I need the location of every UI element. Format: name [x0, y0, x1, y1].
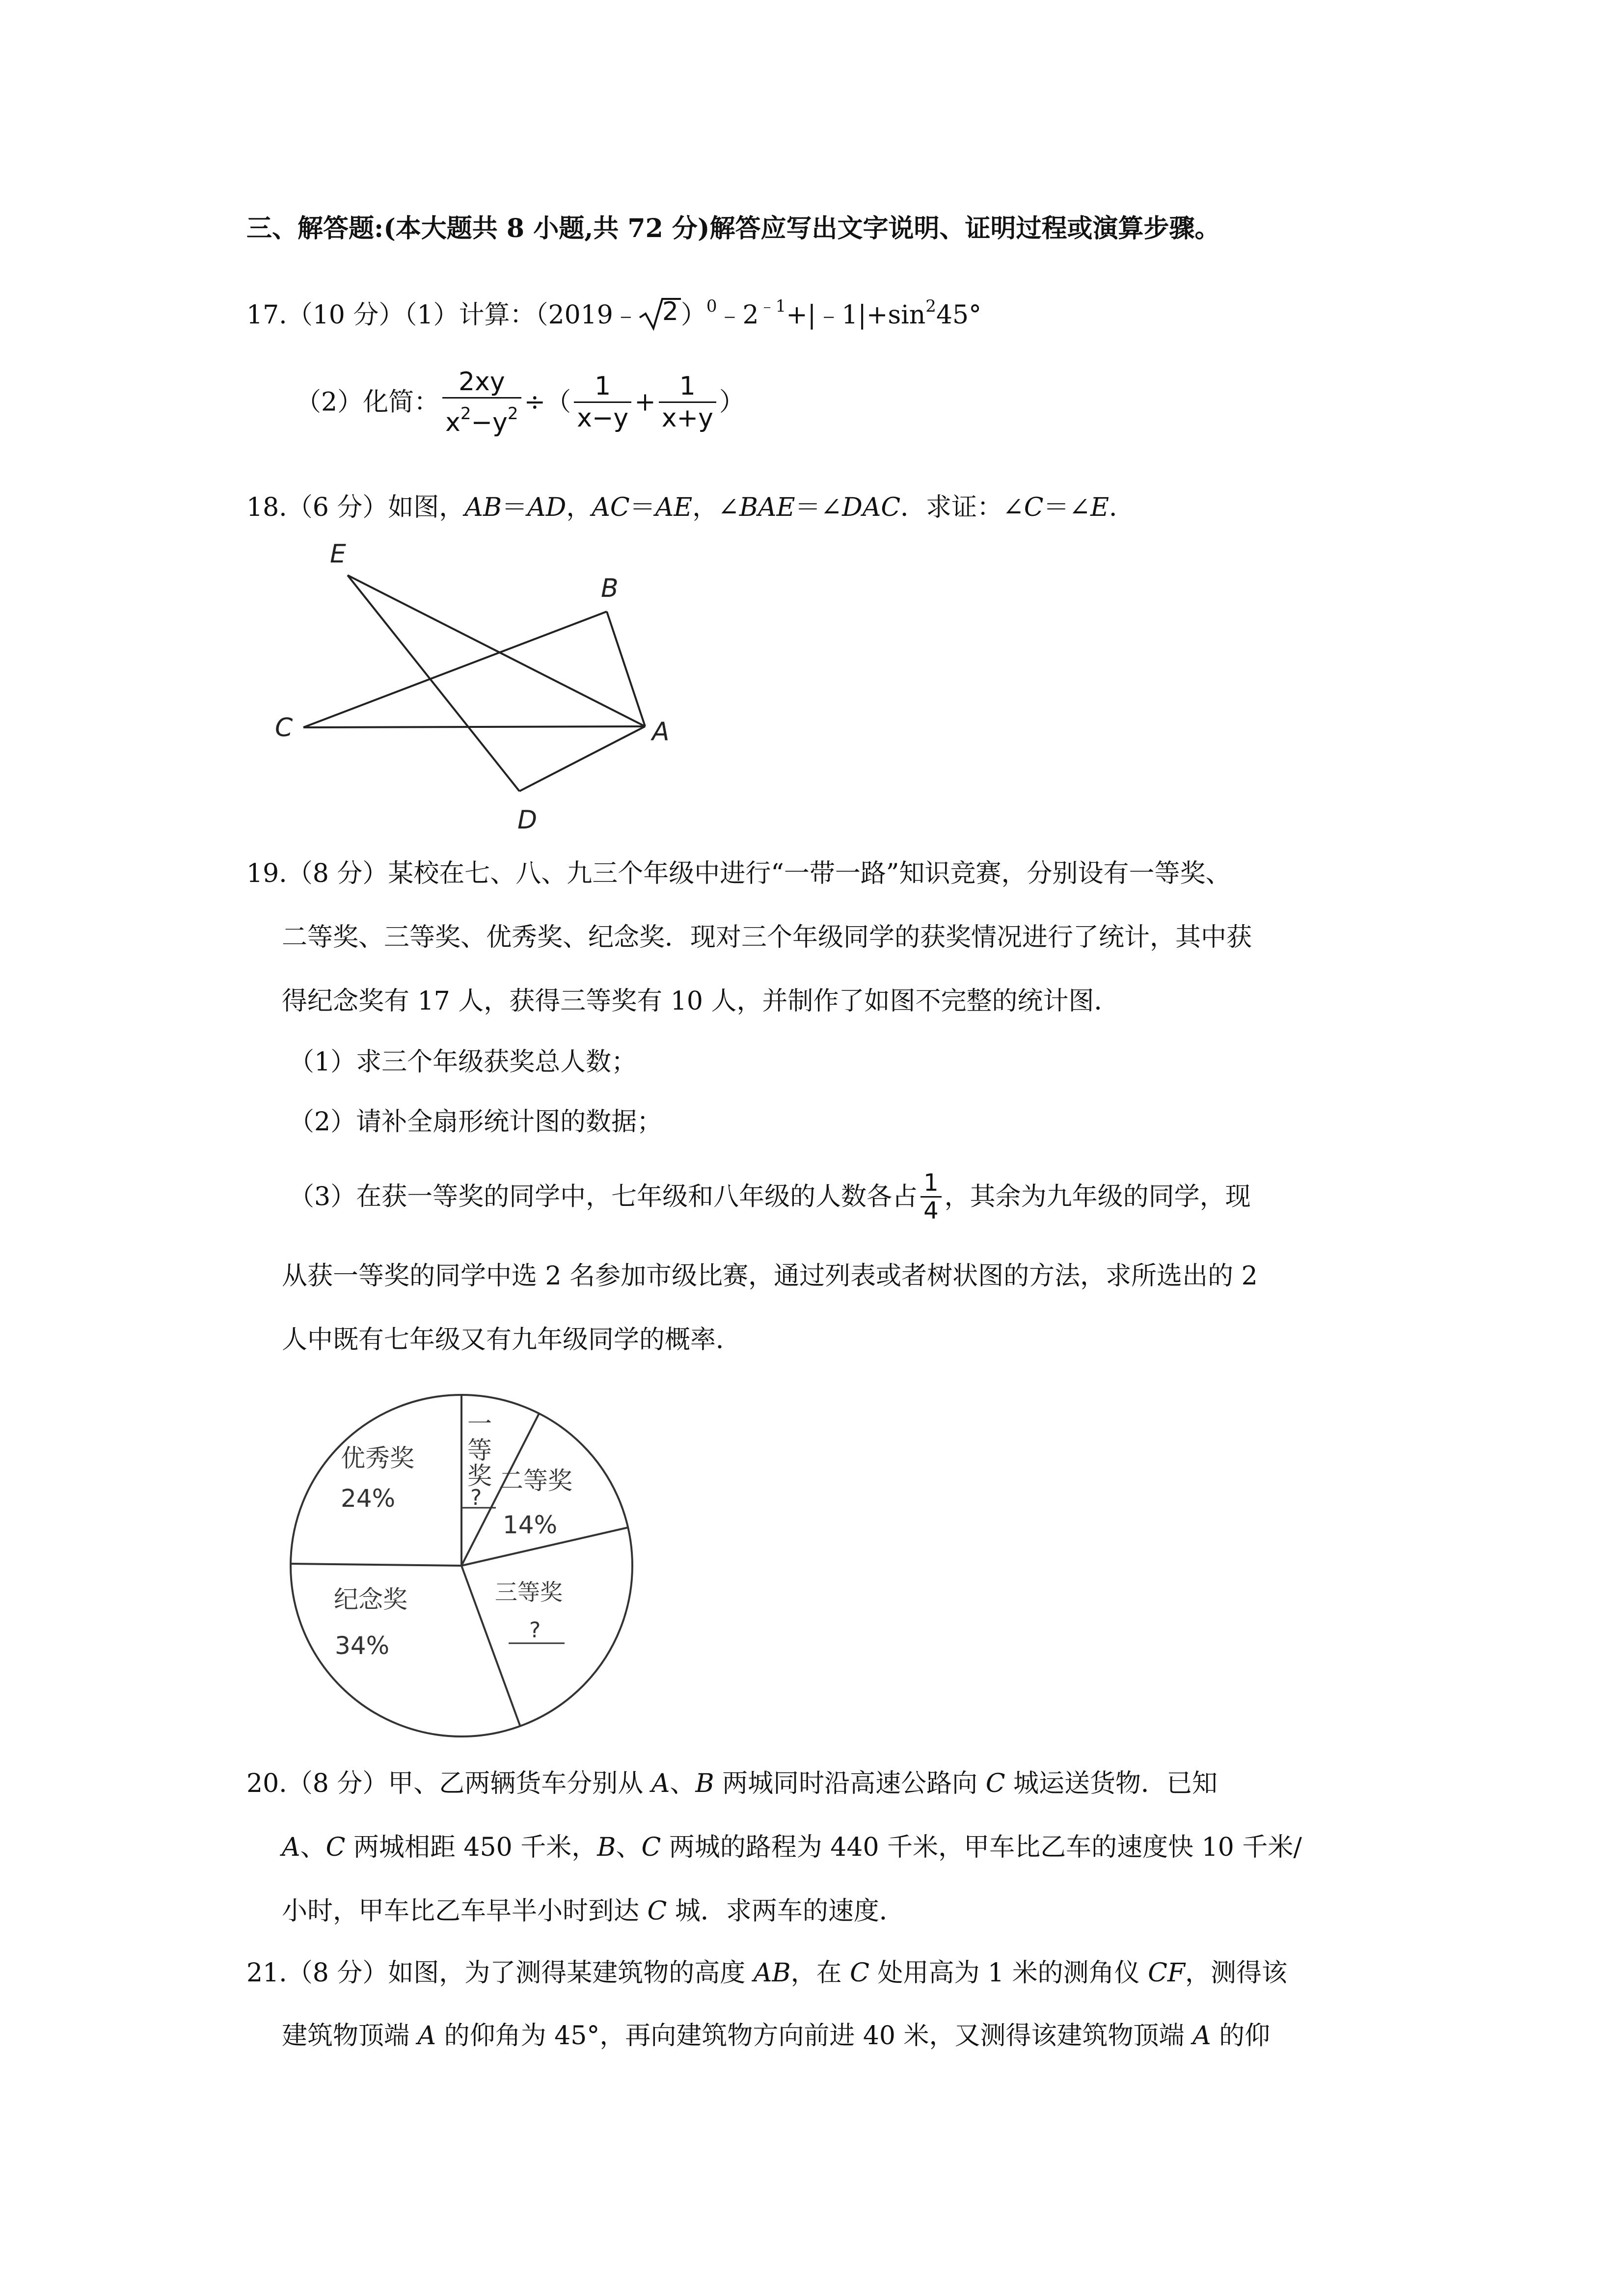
- q17-minus2: ﹣2: [717, 300, 759, 330]
- q17-main-den: [442, 399, 521, 438]
- q17-part1: [246, 292, 981, 332]
- q20-l2a: A: [282, 1833, 300, 1862]
- segment-ad: [519, 726, 645, 791]
- q20-l2c: C: [325, 1833, 346, 1862]
- q19-line2: 二等奖、三等奖、优秀奖、纪念奖．现对三个年级同学的获奖情况进行了统计，其中获: [282, 923, 1252, 952]
- q20-l3a: 小时，甲车比乙车早半小时到达: [282, 1896, 648, 1926]
- q20-line2: [282, 1833, 1302, 1862]
- label-second: 二等奖: [499, 1467, 572, 1495]
- q20-l1a: 20.（8 分）甲、乙两辆货车分别从: [246, 1769, 651, 1798]
- q20-l3b: C: [647, 1896, 667, 1926]
- q20-l1f: C: [985, 1769, 1005, 1798]
- q17-part2: [296, 366, 745, 438]
- q18-text: [246, 493, 1135, 522]
- q21-l1c: ，在: [790, 1958, 850, 1988]
- q17-prefix: 17.（10 分）（1）计算：（2019﹣: [246, 300, 639, 330]
- q18-t11: ＝∠: [795, 493, 842, 522]
- q19-line6-a: （3）在获一等奖的同学中，七年级和八年级的人数各占: [289, 1182, 918, 1212]
- q20-l2f: 、: [616, 1833, 642, 1862]
- q19-line5: （2）请补全扇形统计图的数据；: [289, 1107, 663, 1137]
- q17-close: ）: [719, 387, 745, 417]
- label-c: C: [275, 713, 293, 743]
- q20-l2b: 、: [300, 1833, 326, 1862]
- q20-l2e: B: [597, 1833, 616, 1862]
- q18-t8: AE: [655, 493, 693, 522]
- sqrt-arg: 2: [662, 297, 678, 326]
- pct-second: 14%: [503, 1511, 558, 1539]
- q20-l2d: 两城相距 450 千米，: [345, 1833, 597, 1862]
- q18-t13: ．求证：∠: [900, 493, 1024, 522]
- q17-plus: +: [634, 387, 656, 417]
- q21-line2: [282, 2021, 1270, 2051]
- q20-l1e: 两城同时沿高速公路向: [714, 1769, 986, 1798]
- den-x: x: [445, 408, 460, 437]
- label-e: E: [330, 540, 346, 569]
- den-minus-y: −y: [471, 408, 508, 437]
- q18-t7: ＝: [629, 493, 655, 522]
- q20-l1b: A: [651, 1769, 670, 1798]
- q19-quarter-fraction: [920, 1170, 942, 1224]
- q21-l1f: CF: [1148, 1958, 1186, 1988]
- q21-line1: [246, 1958, 1287, 1988]
- den-x-exp: 2: [460, 404, 471, 424]
- q20-l1d: B: [695, 1769, 714, 1798]
- q17-main-fraction: [442, 367, 521, 438]
- label-a: A: [652, 717, 670, 747]
- q20-line1: [246, 1769, 1218, 1798]
- q19-line7: 从获一等奖的同学中选 2 名参加市级比赛，通过列表或者树状图的方法，求所选出的 2: [282, 1261, 1258, 1291]
- q21-l1d: C: [850, 1958, 869, 1988]
- q19-line6-b: ，其余为九年级的同学，现: [944, 1182, 1251, 1212]
- q21-l1e: 处用高为 1 米的测角仪: [869, 1958, 1148, 1988]
- q21-l1a: 21.（8 分）如图，为了测得某建筑物的高度: [246, 1958, 754, 1988]
- q17-main-num: 2xy: [442, 367, 521, 399]
- q20-l3c: 城．求两车的速度．: [667, 1896, 905, 1926]
- q17-f1-num: 1: [574, 371, 631, 403]
- segment-ca: [303, 726, 645, 727]
- label-first-char-2: 等: [467, 1436, 492, 1465]
- label-third: 三等奖: [495, 1579, 563, 1605]
- q17-abs: +|﹣1|+sin: [786, 300, 926, 330]
- label-first-char-1: 一: [467, 1410, 492, 1438]
- q20-line3: [282, 1896, 905, 1926]
- award-pie-chart: [290, 1394, 643, 1737]
- label-commemorative: 纪念奖: [334, 1585, 407, 1614]
- q20-l1g: 城运送货物．已知: [1005, 1769, 1218, 1798]
- q17-exp2: 2: [925, 296, 936, 316]
- segment-ed: [348, 575, 519, 791]
- q18-t12: DAC: [842, 493, 901, 522]
- q19-line6: [289, 1163, 1251, 1229]
- q21-l1b: AB: [753, 1958, 791, 1988]
- q19-line1: 19.（8 分）某校在七、八、九三个年级中进行“一带一路”知识竞赛，分别设有一等奖、: [246, 859, 1231, 888]
- q17-exp0: 0: [706, 296, 717, 316]
- q18-t5: ，: [566, 493, 592, 522]
- section-header: 三、解答题:(本大题共 8 小题,共 72 分)解答应写出文字说明、证明过程或演算步骤。: [246, 214, 1220, 243]
- q21-l2d: A: [1192, 2021, 1211, 2051]
- q21-l2c: 的仰角为 45°，再向建筑物方向前进 40 米，又测得该建筑物顶端: [436, 2021, 1193, 2051]
- q18-t14: C: [1024, 493, 1044, 522]
- pct-third: ?: [529, 1618, 541, 1643]
- pct-excellent: 24%: [341, 1484, 396, 1513]
- q18-t4: AD: [527, 493, 567, 522]
- quarter-den: 4: [923, 1197, 939, 1225]
- q21-l2a: 建筑物顶端: [282, 2021, 418, 2051]
- q17-fraction-2: [659, 371, 716, 433]
- q19-line3: 得纪念奖有 17 人，获得三等奖有 10 人，并制作了如图不完整的统计图．: [282, 987, 1120, 1016]
- q17-f1-den: x−y: [577, 403, 629, 433]
- sqrt-symbol: [639, 296, 681, 332]
- q21-l1g: ，测得该: [1185, 1958, 1288, 1988]
- q17-div: ÷（: [524, 387, 571, 417]
- q18-t1: 18.（6 分）如图，: [246, 493, 465, 522]
- pct-first: ?: [470, 1485, 482, 1510]
- q21-l2e: 的仰: [1211, 2021, 1271, 2051]
- q18-t10: BAE: [739, 493, 795, 522]
- pct-commemorative: 34%: [335, 1631, 390, 1660]
- den-y-exp: 2: [507, 404, 518, 424]
- q17-f2-den: x+y: [661, 403, 713, 433]
- q17-tail: 45°: [936, 300, 982, 330]
- q17-exp-neg1: ﹣1: [758, 296, 786, 316]
- q20-l1c: 、: [670, 1769, 696, 1798]
- q18-t2: AB: [464, 493, 502, 522]
- q19-line4: （1）求三个年级获奖总人数；: [289, 1047, 637, 1077]
- q19-line8: 人中既有七年级又有九年级同学的概率．: [282, 1325, 742, 1355]
- q17-part2-label: （2）化简：: [296, 387, 440, 417]
- q18-t16: E: [1090, 493, 1110, 522]
- label-b: B: [601, 574, 619, 603]
- q20-l2h: 两城的路程为 440 千米，甲车比乙车的速度快 10 千米/: [661, 1833, 1302, 1862]
- q17-after-sqrt: ）: [680, 300, 706, 330]
- label-excellent: 优秀奖: [341, 1444, 414, 1472]
- q18-t9: ，∠: [692, 493, 739, 522]
- q18-t6: AC: [592, 493, 630, 522]
- q18-t15: ＝∠: [1043, 493, 1091, 522]
- q17-f2-num: 1: [659, 371, 716, 403]
- q18-t17: ．: [1109, 493, 1135, 522]
- divider-commemorative-excellent: [292, 1564, 461, 1566]
- q21-l2b: A: [417, 2021, 436, 2051]
- quarter-num: 1: [920, 1170, 942, 1198]
- q17-fraction-1: [574, 371, 631, 433]
- q18-t3: ＝: [502, 493, 528, 522]
- q20-l2g: C: [641, 1833, 661, 1862]
- label-d: D: [517, 805, 538, 835]
- label-first-char-3: 奖: [467, 1462, 492, 1490]
- q18-geometry-figure: [275, 540, 697, 844]
